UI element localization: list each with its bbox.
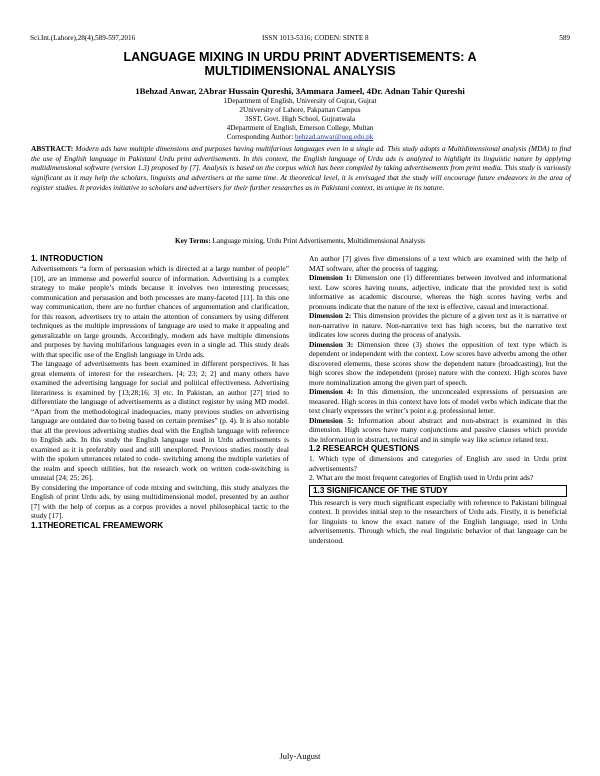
dimension-2-text: This dimension provides the picture of a given text as it is narrative or non-narrative in nature. Non-narrative text has high scores, but the narrative text indicates low scores during the process of analysis.: [309, 311, 567, 339]
significance-paragraph: This research is very much significant especially with reference to Pakistani bilingual context. It provides initial step to the researchers of Urdu ads. Firstly, it is beneficial for linguists to know the exact nature of the English language, used in Urdu advertisements. Through which, the real linguistic behavior of that language can be understood.: [309, 497, 567, 545]
dimension-5-text: Information about abstract and non-abstract is examined in this dimension. High scores have many conjunctions and passive clauses which provide the information in abstract, technical and in simple way like science related text.: [309, 415, 567, 444]
author-list: 1Behzad Anwar, 2Abrar Hussain Qureshi, 3Ammara Jameel, 4Dr. Adnan Tahir Qureshi: [135, 86, 465, 96]
affiliations: [20, 97, 580, 142]
key-terms-label: Key Terms:: [175, 237, 211, 245]
right-column: [309, 254, 567, 545]
paper-title: LANGUAGE MIXING IN URDU PRINT ADVERTISEMENTS: A MULTIDIMENSIONAL ANALYSIS: [123, 50, 477, 78]
abstract: [31, 144, 571, 193]
affiliation-2: 2University of Lahore, Pakpattan Campus: [239, 106, 361, 115]
journal-citation: Sci.Int.(Lahore),28(4),589-597,2016: [30, 34, 136, 42]
affiliation-3: 3SST, Govt. High School, Gujranwala: [244, 115, 356, 124]
dimension-3: [309, 340, 567, 388]
dimension-3-label: Dimension 3:: [309, 339, 354, 349]
key-terms: [20, 237, 580, 245]
heading-research-questions: 1.2 RESEARCH QUESTIONS: [309, 444, 420, 453]
dimension-1-text: Dimension one (1) differentiates between involved and informational text. Low scores having nouns, adjective, indicate that the provided text is solid informative as academic discourse, whereas the high scores having verbs and pronouns indicate that the nature of the text is effective, casual and interactional.: [309, 273, 567, 311]
corresponding-email-link[interactable]: behzad.anwar@uog.edu.pk: [295, 133, 374, 142]
intro-paragraph-3: By considering the importance of code mixing and switching, this study analyzes the English of print Urdu ads, by using multidimensional model, presented by an author [7] with the help of corpus as a corpus provides a novel philosophical tactic to the study [17].: [31, 482, 289, 520]
intro-paragraph-2: The language of advertisements has been examined in different perspectives. It has great elements of interest for the researchers. [4; 23; 2; 2] and many others have examined the advertising language for social and political effectiveness. Advertising literariness is examined by [13;28;16; 3] etc. In Pakistan, an author [27] tried to differentiate the language of advertisements as a distinct register by using MD model. “Apart from the methodological inadequacies, many previous studies on advertising language are outdated due to being based on certain premises” (p. 4). It is also notable that all the previous advertising studies deal with the English language with reference to English ads. In this study the English language used in Urdu advertisements is examined as it is preferably used and still unexplored. Previous studies mostly deal with the spoken utterances related to code- switching among the multiple varieties of the realm and speech utilities, but the research work on written code-switching is unusual [24; 25; 26].: [31, 359, 289, 482]
research-question-2: 2. What are the most frequent categories of English used in Urdu print ads?: [309, 473, 534, 482]
dimension-1: [309, 273, 567, 311]
corresponding-label: Corresponding Author:: [226, 133, 294, 142]
dimension-5-label: Dimension 5:: [309, 415, 354, 425]
dimension-2: [309, 311, 567, 340]
dimension-4-text: In this dimension, the unconcealed expressions of persuasion are measured. High scores in this context have lots of model verbs which indicate that the text clearly expresses the writer’s point e.g. professional letter.: [309, 387, 567, 415]
page-footer: July-August: [279, 752, 321, 761]
heading-theoretical-framework: 1.1THEORETICAL FREAMEWORK: [31, 520, 164, 530]
issn-coden: ISSN 1013-5316; CODEN: SINTE 8: [262, 34, 369, 42]
dimension-4-label: Dimension 4:: [309, 387, 354, 396]
running-header: [30, 34, 570, 45]
heading-significance: 1.3 SIGNIFICANCE OF THE STUDY: [309, 485, 567, 497]
key-terms-text: Language mixing, Urdu Print Advertisements, Multidimensional Analysis: [212, 237, 425, 245]
dimension-5: [309, 416, 567, 445]
dimension-4: [309, 387, 567, 416]
affiliation-4: 4Department of English, Emerson College, Multan: [226, 124, 374, 133]
page-number: 589: [559, 34, 570, 42]
intro-paragraph-1: Advertisements “a form of persuasion which is directed at a large number of people” [10], are an immense and powerful source of information. Advertising is a complex strategy to make people’s minds because it involves two interesting processes; communication and persuasion and both processes are many-faceted [11]. In this one way communication, there are no further chances of argumentation and clarification, for this reason, advertisers try to attain the attention of consumers by using different techniques as the multiple impressions of language are used to make it appealing and generalizable on large grounds. Accordingly, modern ads have multiple dimensions and purposes by having multifarious languages even in a single ad. This study deals with that specific use of the English language in Urdu ads.: [31, 264, 289, 359]
heading-introduction: 1. INTRODUCTION: [31, 254, 103, 263]
dimension-3-text: Dimension three (3) shows the opposition of text type which is dependent or independent with the context. Low scores have adverbs among the other discovered elements, these scores show the dependent nature (broadcasting), but the high scores show the independent (prose) nature with the context. High scores have more nominalization among the given part of speech.: [309, 339, 568, 387]
left-column: [31, 254, 289, 531]
affiliation-1: 1Department of English, University of Gujrat, Gujrat: [223, 97, 377, 105]
dimensions-intro: An author [7] gives five dimensions of a text which are examined with the help of MAT software, after the process of tagging.: [309, 254, 567, 273]
abstract-text: Modern ads have multiple dimensions and purposes having multifarious languages even in a single ad. This study adopts a Multidimensional analysis (MDA) to find the use of English language in Pakistani Urdu print advertisements. In this context, the English language of Urdu ads is analyzed to highlight its linguistic nature by applying multidimensional software (version 1.3) proposed by [7]. Analysis is based on the corpus which has been compiled by taking advertisements from print media. This study is variously significant as it may help the scholars, linguists and advertisers at the same time. At theoretical level, it is envisaged that the study will encourage future endeavors in the area of register studies. It provides initiative to scholars and advertisers for their further researches as in Pakistani context, its unique in its nature.: [31, 144, 571, 192]
abstract-label: ABSTRACT:: [31, 144, 74, 153]
dimension-2-label: Dimension 2:: [309, 311, 352, 320]
dimension-1-label: Dimension 1:: [309, 273, 352, 282]
corresponding-author: [20, 133, 580, 142]
research-question-1: 1. Which type of dimensions and categories of English are used in Urdu print advertisements?: [309, 454, 567, 473]
